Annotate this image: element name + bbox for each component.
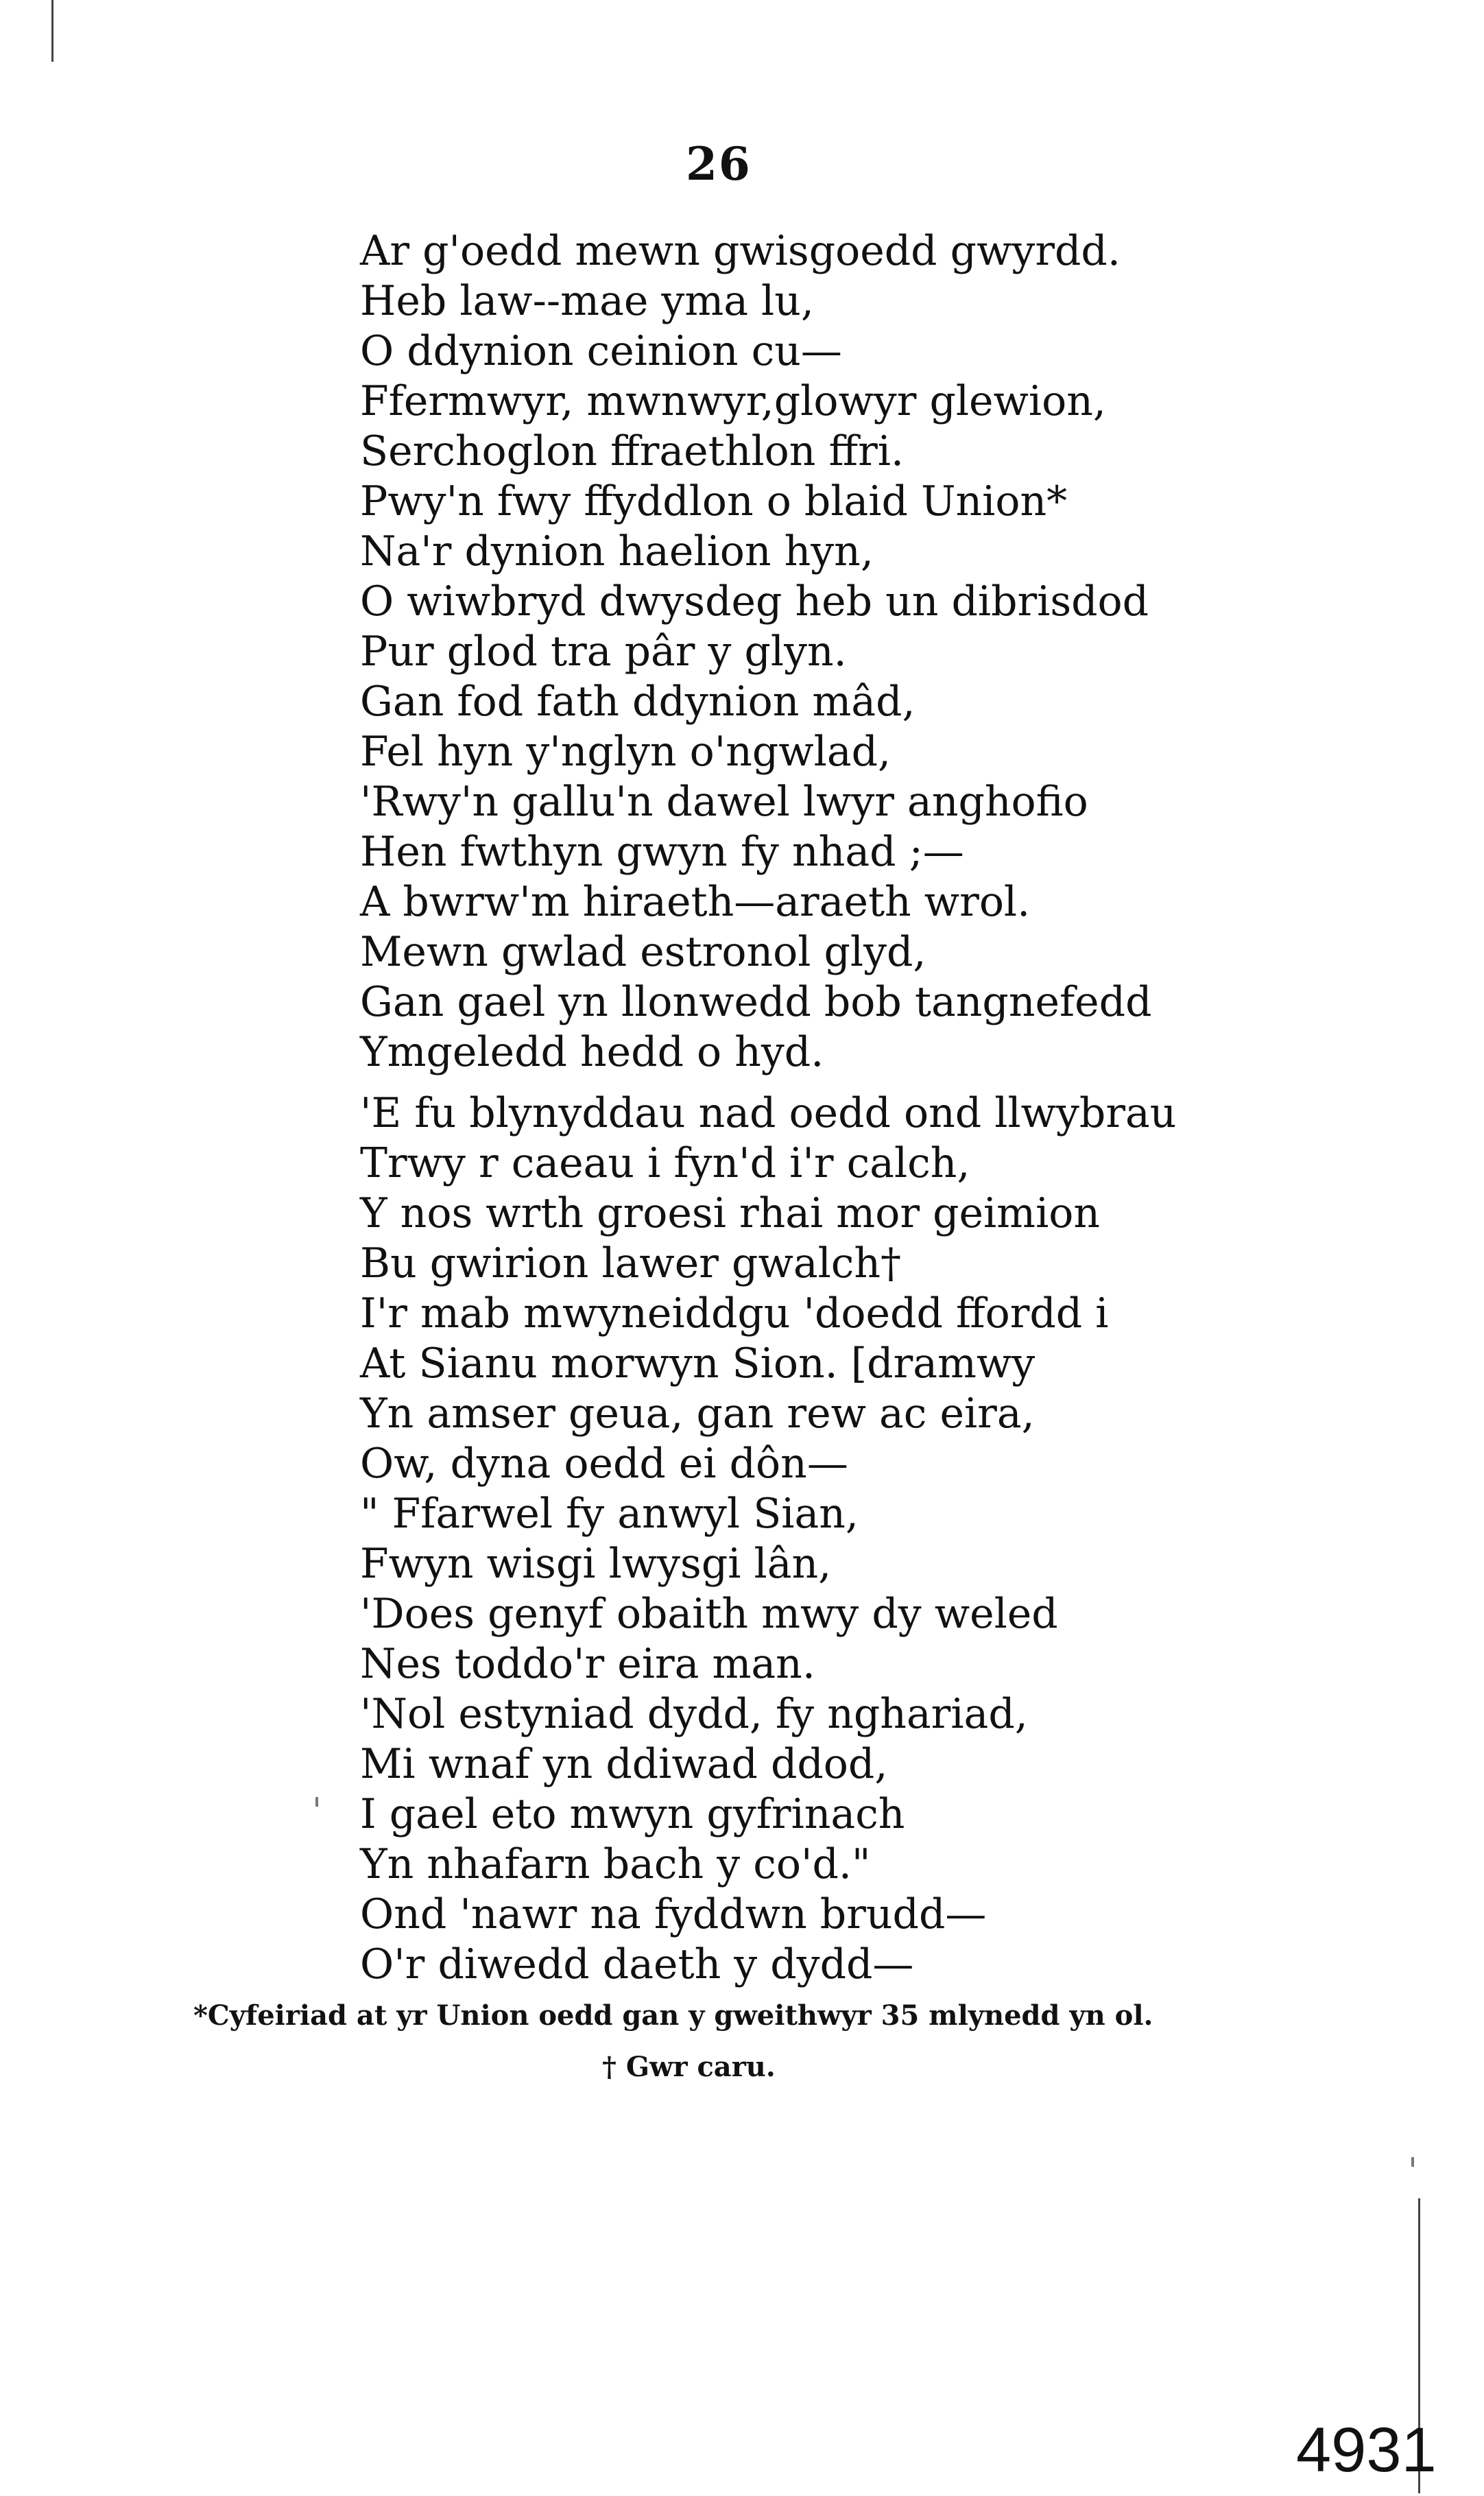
poem-line: 'Does genyf obaith mwy dy weled — [360, 1590, 1058, 1638]
poem-line: Trwy r caeau i fyn'd i'r calch, — [360, 1139, 970, 1187]
poem-line: Heb law--mae yma lu, — [360, 277, 814, 325]
poem-line: Ar g'oedd mewn gwisgoedd gwyrdd. — [360, 227, 1121, 275]
poem-line: Fel hyn y'nglyn o'ngwlad, — [360, 728, 891, 776]
poem-line: Na'r dynion haelion hyn, — [360, 527, 874, 575]
poem-line: Ond 'nawr na fyddwn brudd— — [360, 1890, 987, 1938]
poem-line: Mewn gwlad estronol glyd, — [360, 928, 926, 976]
poem-line: Ffermwyr, mwnwyr,glowyr glewion, — [360, 377, 1106, 425]
poem-line: Ow, dyna oedd ei dôn— — [360, 1440, 848, 1488]
poem-line: Fwyn wisgi lwysgi lân, — [360, 1540, 832, 1588]
footnote-union: *Cyfeiriad at yr Union oedd gan y gweithwyr 35 mlynedd yn ol. — [193, 1999, 1153, 2032]
poem-line: Gan fod fath ddynion mâd, — [360, 678, 915, 726]
poem-line: O'r diwedd daeth y dydd— — [360, 1940, 914, 1988]
poem-line: 'Rwy'n gallu'n dawel lwyr anghofio — [360, 778, 1088, 826]
poem-line: I'r mab mwyneiddgu 'doedd ffordd i — [360, 1289, 1109, 1338]
page-number: 26 — [686, 137, 752, 191]
poem-line: A bwrw'm hiraeth—araeth wrol. — [360, 878, 1031, 926]
poem-line: Nes toddo'r eira man. — [360, 1640, 815, 1688]
poem-line: Ymgeledd hedd o hyd. — [360, 1028, 824, 1076]
ink-speck — [1411, 2157, 1414, 2167]
poem-line: Y nos wrth groesi rhai mor geimion — [360, 1189, 1101, 1237]
poem-line: Mi wnaf yn ddiwad ddod, — [360, 1740, 888, 1788]
poem-line: Hen fwthyn gwyn fy nhad ;— — [360, 828, 964, 876]
poem-line: Pur glod tra pâr y glyn. — [360, 628, 847, 676]
poem-line: Bu gwirion lawer gwalch† — [360, 1239, 902, 1287]
poem-line: " Ffarwel fy anwyl Sian, — [360, 1490, 859, 1538]
poem-line: Gan gael yn llonwedd bob tangnefedd — [360, 978, 1152, 1026]
poem-line: Serchoglon ffraethlon ffri. — [360, 427, 905, 475]
ink-speck — [315, 1797, 318, 1807]
poem-line: 'E fu blynyddau nad oedd ond llwybrau — [360, 1089, 1177, 1137]
poem-line: Yn nhafarn bach y co'd." — [360, 1840, 871, 1888]
poem-line: At Sianu morwyn Sion. [dramwy — [360, 1340, 1036, 1388]
footnote-gwr-caru: † Gwr caru. — [602, 2051, 776, 2083]
poem-line: O ddynion ceinion cu— — [360, 327, 842, 375]
poem-line: 'Nol estyniad dydd, fy nghariad, — [360, 1690, 1028, 1738]
stanza-2 — [360, 1089, 1176, 1990]
margin-number: 4931 — [1296, 2415, 1437, 2485]
stanza-1 — [360, 226, 1152, 1078]
poem-line: Yn amser geua, gan rew ac eira, — [360, 1390, 1035, 1438]
poem-line: I gael eto mwyn gyfrinach — [360, 1790, 905, 1838]
poem-line: Pwy'n fwy ffyddlon o blaid Union* — [360, 477, 1068, 525]
poem-line: O wiwbryd dwysdeg heb un dibrisdod — [360, 578, 1149, 626]
margin-rule-top — [51, 0, 53, 62]
